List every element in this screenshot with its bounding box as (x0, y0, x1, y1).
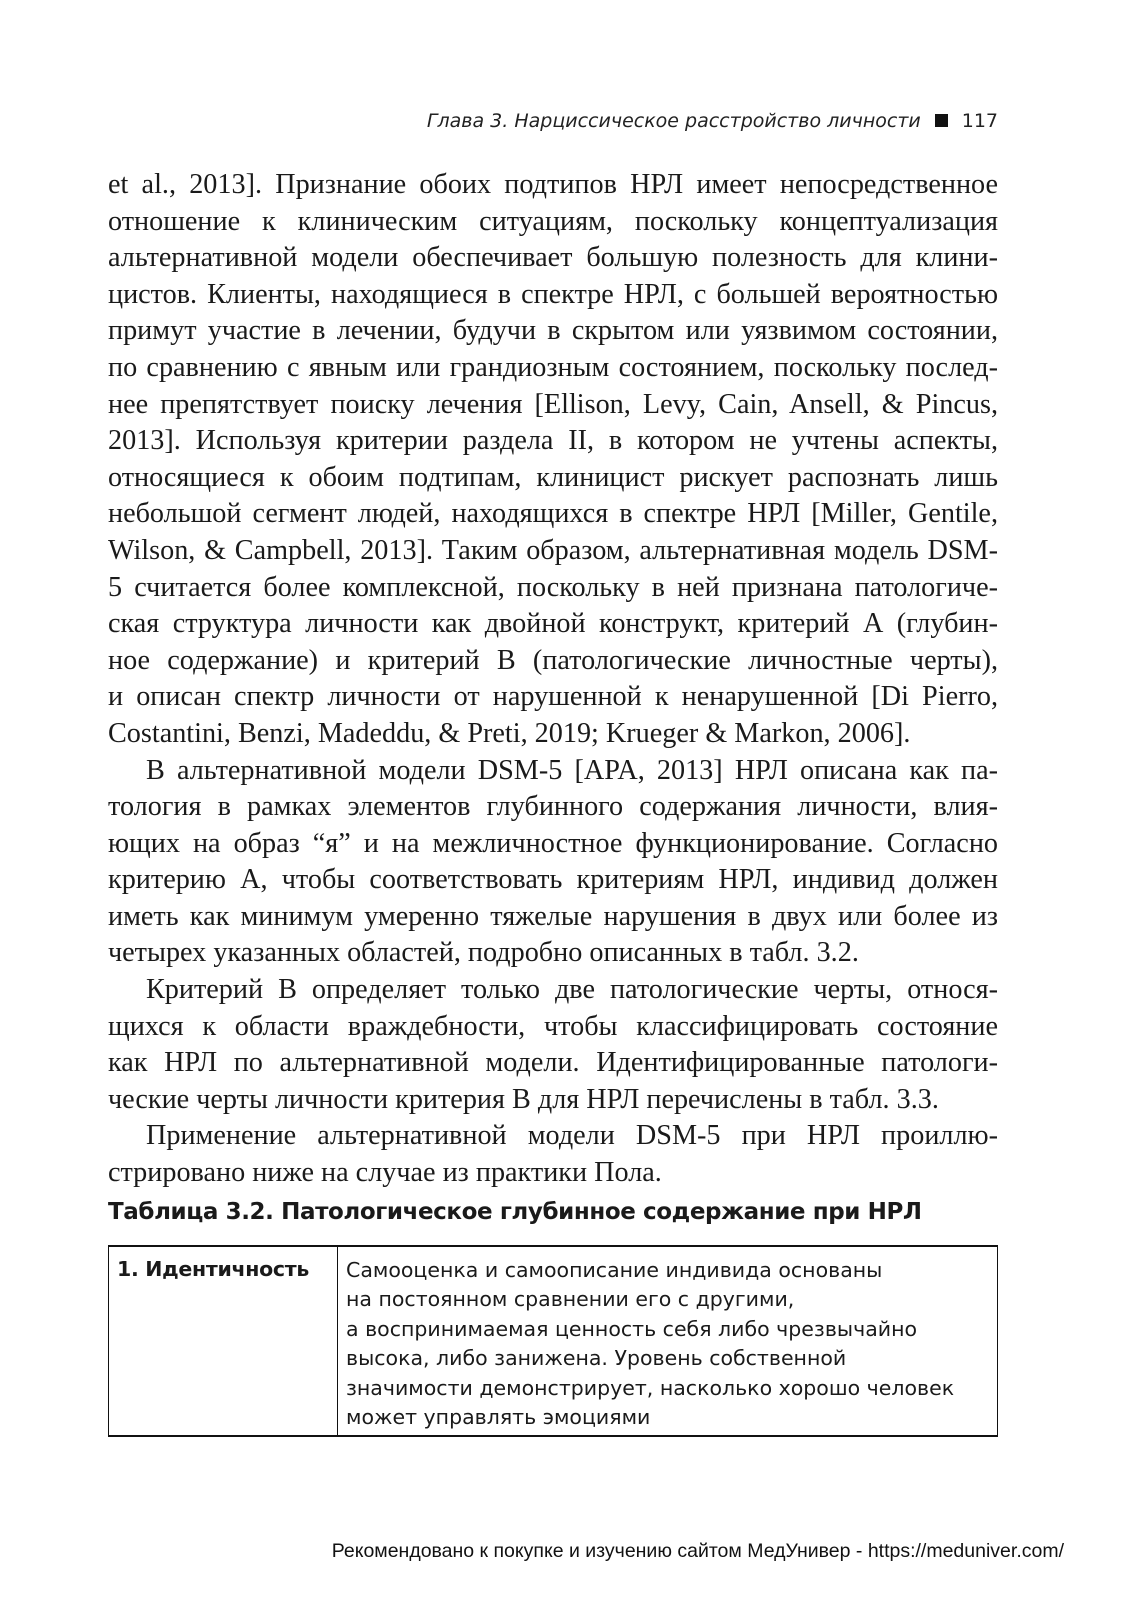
square-bullet-icon (935, 114, 948, 127)
table-row-label: 1. Идентичность (109, 1247, 338, 1435)
running-header (108, 110, 998, 132)
text-line: нее препятствует поиску лечения [Ellison, Levy, Cain, Ansell, & Pincus, (108, 388, 998, 420)
body-text (108, 167, 998, 1192)
text-line: Критерий В определяет только две патологические черты, относя- (146, 974, 998, 1006)
text-line: В альтернативной модели DSM-5 [APA, 2013] НРЛ описана как па- (146, 754, 998, 786)
text-line: иметь как минимум умеренно тяжелые нарушения в двух или более из (108, 900, 998, 932)
chapter-title: Глава 3. Нарциссическое расстройство личности (426, 110, 921, 132)
text-line: 5 считается более комплексной, поскольку в ней признана патологиче- (108, 571, 998, 603)
text-line: критерию А, чтобы соответствовать критериям НРЛ, индивид должен (108, 864, 998, 896)
text-line: ное содержание) и критерий В (патологические личностные черты), (108, 644, 998, 676)
text-line: как НРЛ по альтернативной модели. Идентифицированные патологи- (108, 1047, 998, 1079)
text-line: относящиеся к обоим подтипам, клиницист рискует распознать лишь (108, 461, 998, 493)
table-text-line: может управлять эмоциями (346, 1405, 651, 1430)
text-line: стрировано ниже на случае из практики Пола. (108, 1157, 662, 1189)
footer-text: Рекомендовано к покупке и изучению сайтом МедУнивер - https://meduniver.com/ (331, 1540, 1064, 1562)
text-line: 2013]. Используя критерии раздела II, в котором не учтены аспекты, (108, 425, 998, 457)
pathology-table (108, 1245, 998, 1437)
text-line: тология в рамках элементов глубинного содержания личности, влия- (108, 791, 998, 823)
table-text-line: а воспринимаемая ценность себя либо чрезвычайно (346, 1316, 918, 1341)
text-line: Применение альтернативной модели DSM-5 при НРЛ проиллю- (146, 1120, 998, 1152)
text-line: альтернативной модели обеспечивает большую полезность для клини- (108, 242, 998, 274)
text-line: Costantini, Benzi, Madeddu, & Preti, 2019; Krueger & Markon, 2006]. (108, 717, 911, 749)
text-line: небольшой сегмент людей, находящихся в спектре НРЛ [Miller, Gentile, (108, 498, 998, 530)
text-line: ческие черты личности критерия В для НРЛ перечислены в табл. 3.3. (108, 1083, 939, 1115)
text-line: примут участие в лечении, будучи в скрытом или уязвимом состоянии, (108, 315, 998, 347)
table-text-line: на постоянном сравнении его с другими, (346, 1287, 795, 1312)
text-line: ская структура личности как двойной конструкт, критерий А (глубин- (108, 608, 998, 640)
text-line: щихся к области враждебности, чтобы классифицировать состояние (108, 1010, 998, 1042)
page-number: 117 (961, 110, 998, 132)
table-text-line: высока, либо занижена. Уровень собственной (346, 1346, 847, 1371)
table-row-description (346, 1256, 986, 1432)
text-line: ющих на образ “я” и на межличностное функционирование. Согласно (108, 827, 998, 859)
table-text-line: Самооценка и самоописание индивида основаны (346, 1258, 883, 1282)
text-line: et al., 2013]. Признание обоих подтипов НРЛ имеет непосредственное (108, 169, 998, 200)
table-title: Таблица 3.2. Патологическое глубинное содержание при НРЛ (108, 1199, 922, 1225)
text-line: четырех указанных областей, подробно описанных в табл. 3.2. (108, 937, 859, 969)
text-line: отношение к клиническим ситуациям, поскольку концептуализация (108, 205, 998, 237)
text-line: по сравнению с явным или грандиозным состоянием, поскольку послед- (108, 351, 998, 383)
text-line: цистов. Клиенты, находящиеся в спектре НРЛ, с большей вероятностью (108, 278, 998, 310)
table-text-line: значимости демонстрирует, насколько хорошо человек (346, 1375, 955, 1400)
text-line: Wilson, & Campbell, 2013]. Таким образом, альтернативная модель DSM- (108, 534, 998, 566)
text-line: и описан спектр личности от нарушенной к ненарушенной [Di Pierro, (108, 681, 998, 713)
